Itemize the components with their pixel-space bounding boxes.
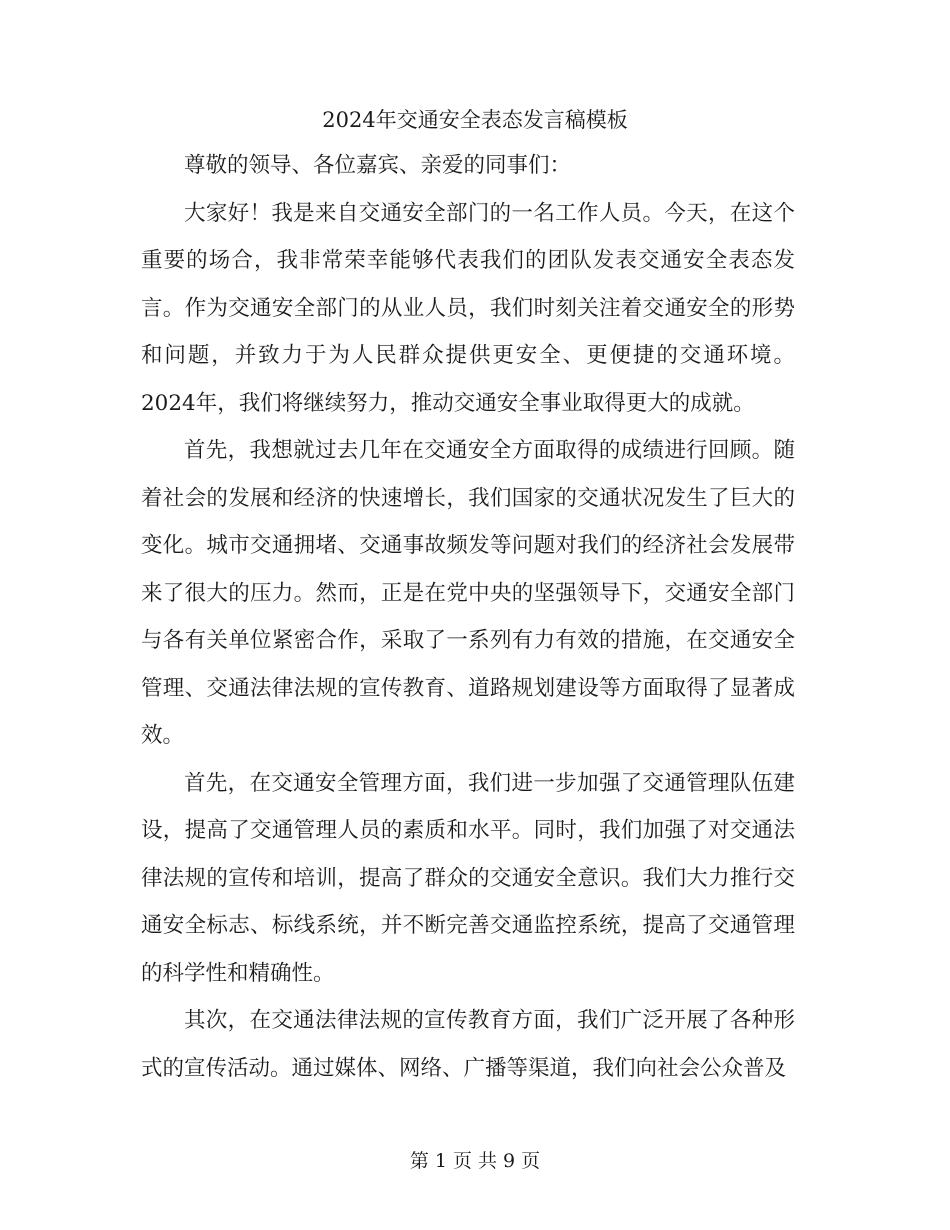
document-body bbox=[141, 142, 795, 1092]
page-number-footer: 第 1 页 共 9 页 bbox=[409, 1150, 541, 1172]
body-paragraph: 大家好！我是来自交通安全部门的一名工作人员。今天，在这个重要的场合，我非常荣幸能够代表我们的团队发表交通安全表态发言。作为交通安全部门的从业人员，我们时刻关注着交通安全的形势和问题，并致力于为人民群众提供更安全、更便捷的交通环境。2024年，我们将继续努力，推动交通安全事业取得更大的成就。 bbox=[141, 200, 795, 416]
body-paragraph: 其次，在交通法律法规的宣传教育方面，我们广泛开展了各种形式的宣传活动。通过媒体、网络、广播等渠道，我们向社会公众普及 bbox=[141, 1008, 795, 1081]
document-title: 2024年交通安全表态发言稿模板 bbox=[322, 108, 628, 132]
salutation-paragraph: 尊敬的领导、各位嘉宾、亲爱的同事们： bbox=[184, 153, 572, 178]
body-paragraph: 首先，我想就过去几年在交通安全方面取得的成绩进行回顾。随着社会的发展和经济的快速增长，我们国家的交通状况发生了巨大的变化。城市交通拥堵、交通事故频发等问题对我们的经济社会发展带来了很大的压力。然而，正是在党中央的坚强领导下，交通安全部门与各有关单位紧密合作，采取了一系列有力有效的措施，在交通安全管理、交通法律法规的宣传教育、道路规划建设等方面取得了显著成效。 bbox=[141, 438, 795, 748]
body-paragraph: 首先，在交通安全管理方面，我们进一步加强了交通管理队伍建设，提高了交通管理人员的素质和水平。同时，我们加强了对交通法律法规的宣传和培训，提高了群众的交通安全意识。我们大力推行交通安全标志、标线系统，并不断完善交通监控系统，提高了交通管理的科学性和精确性。 bbox=[141, 770, 795, 986]
